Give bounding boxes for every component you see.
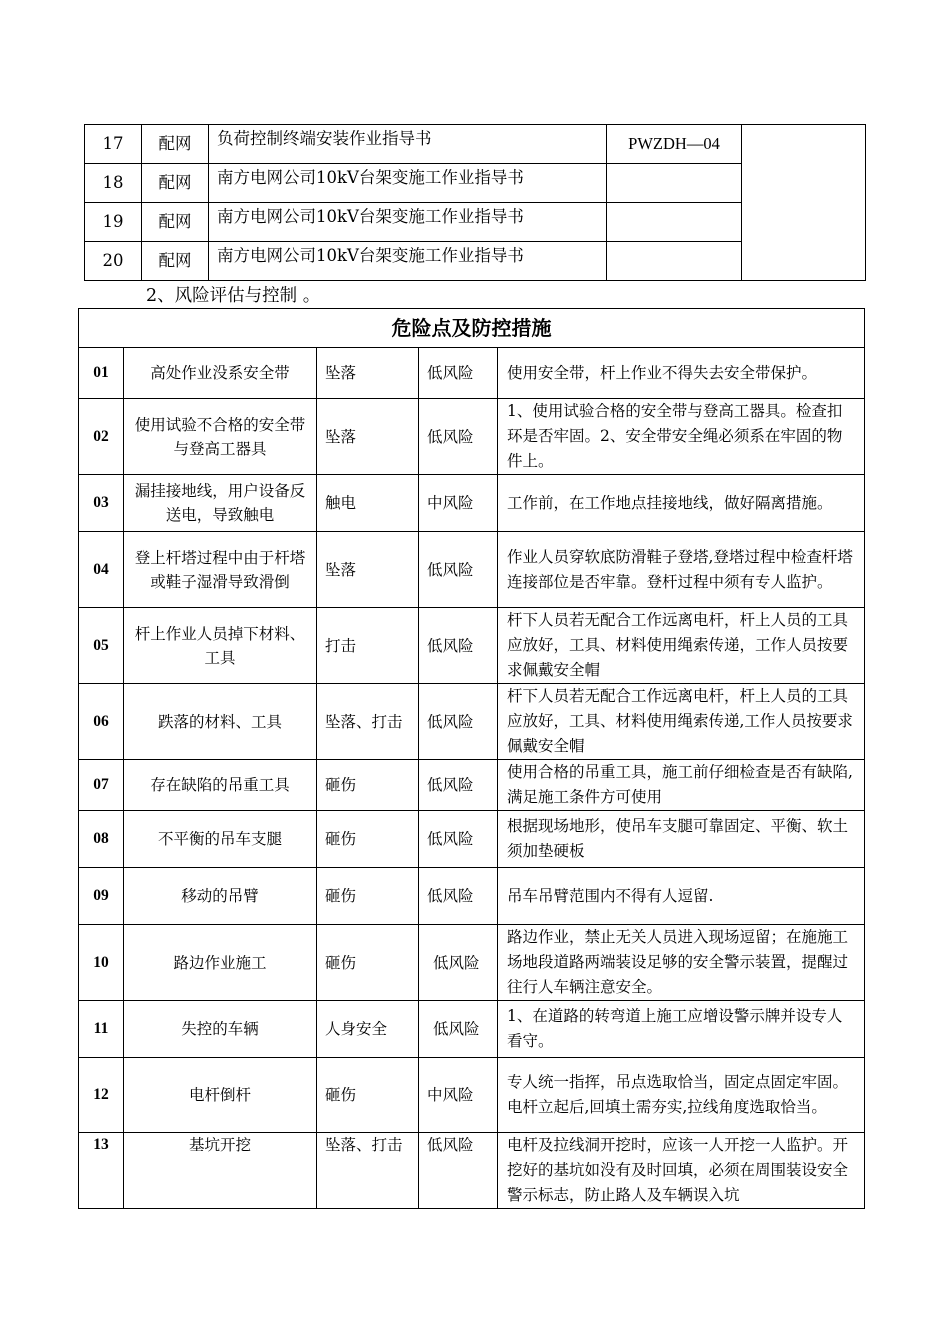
risk-no: 01	[79, 348, 124, 399]
doc-name: 南方电网公司10kV台架变施工作业指导书	[209, 242, 607, 281]
risk-no: 08	[79, 811, 124, 868]
doc-name: 负荷控制终端安装作业指导书	[209, 125, 607, 164]
risk-no: 04	[79, 532, 124, 608]
risk-no: 06	[79, 684, 124, 760]
risk-measure: 杆下人员若无配合工作远离电杆，杆上人员的工具应放好，工具、材料使用绳索传递,工作人员按要求佩戴安全帽	[498, 684, 865, 760]
risk-no: 12	[79, 1058, 124, 1133]
doc-category: 配网	[142, 125, 209, 164]
risk-hazard: 漏挂接地线，用户设备反送电，导致触电	[124, 475, 317, 532]
risk-measure: 杆下人员若无配合工作远离电杆，杆上人员的工具应放好，工具、材料使用绳索传递，工作人员按要求佩戴安全帽	[498, 608, 865, 684]
risk-no: 13	[79, 1133, 124, 1209]
table-row	[79, 811, 865, 868]
doc-name: 南方电网公司10kV台架变施工作业指导书	[209, 203, 607, 242]
risk-hazard: 使用试验不合格的安全带与登高工器具	[124, 399, 317, 475]
risk-level: 低风险	[419, 1133, 498, 1209]
risk-type: 砸伤	[317, 760, 419, 811]
risk-measure: 路边作业，禁止无关人员进入现场逗留；在施施工场地段道路两端装设足够的安全警示装置，提醒过往行人车辆注意安全。	[498, 925, 865, 1001]
table-row	[79, 1001, 865, 1058]
risk-measure: 根据现场地形，使吊车支腿可靠固定、平衡、软土须加垫硬板	[498, 811, 865, 868]
risk-level: 低风险	[419, 760, 498, 811]
risk-type: 砸伤	[317, 811, 419, 868]
risk-type: 砸伤	[317, 868, 419, 925]
risk-type: 坠落、打击	[317, 684, 419, 760]
risk-level: 低风险	[419, 868, 498, 925]
section-heading: 2、风险评估与控制 。	[146, 286, 321, 306]
doc-blank-cell	[742, 125, 866, 281]
doc-code	[607, 242, 742, 281]
risk-measure: 工作前，在工作地点挂接地线，做好隔离措施。	[498, 475, 865, 532]
doc-code	[607, 203, 742, 242]
risk-control-table	[78, 308, 865, 1209]
table-row	[79, 1133, 865, 1209]
risk-level: 低风险	[419, 684, 498, 760]
risk-table-title: 危险点及防控措施	[79, 309, 865, 348]
risk-level: 低风险	[419, 608, 498, 684]
risk-level: 低风险	[419, 399, 498, 475]
risk-measure: 1、在道路的转弯道上施工应增设警示牌并设专人看守。	[498, 1001, 865, 1058]
table-row	[79, 1058, 865, 1133]
risk-hazard: 杆上作业人员掉下材料、工具	[124, 608, 317, 684]
risk-hazard: 失控的车辆	[124, 1001, 317, 1058]
doc-no: 20	[85, 242, 142, 281]
risk-no: 05	[79, 608, 124, 684]
table-title-row	[79, 309, 865, 348]
risk-level: 中风险	[419, 1058, 498, 1133]
risk-no: 11	[79, 1001, 124, 1058]
risk-measure: 使用合格的吊重工具，施工前仔细检查是否有缺陷,满足施工条件方可使用	[498, 760, 865, 811]
risk-level: 低风险	[419, 1001, 498, 1058]
risk-measure: 专人统一指挥，吊点选取恰当，固定点固定牢固。电杆立起后,回填土需夯实,拉线角度选取恰当。	[498, 1058, 865, 1133]
risk-level: 中风险	[419, 475, 498, 532]
risk-hazard: 登上杆塔过程中由于杆塔或鞋子湿滑导致滑倒	[124, 532, 317, 608]
risk-hazard: 移动的吊臂	[124, 868, 317, 925]
risk-no: 10	[79, 925, 124, 1001]
risk-type: 砸伤	[317, 925, 419, 1001]
table-row	[79, 760, 865, 811]
table-row	[79, 925, 865, 1001]
risk-type: 人身安全	[317, 1001, 419, 1058]
table-row	[85, 125, 866, 164]
risk-no: 03	[79, 475, 124, 532]
doc-no: 17	[85, 125, 142, 164]
doc-code	[607, 164, 742, 203]
doc-category: 配网	[142, 203, 209, 242]
risk-measure: 1、使用试验合格的安全带与登高工器具。检查扣环是否牢固。2、安全带安全绳必须系在牢固的物件上。	[498, 399, 865, 475]
risk-hazard: 存在缺陷的吊重工具	[124, 760, 317, 811]
doc-no: 19	[85, 203, 142, 242]
risk-type: 坠落	[317, 399, 419, 475]
risk-no: 09	[79, 868, 124, 925]
risk-type: 坠落、打击	[317, 1133, 419, 1209]
risk-type: 坠落	[317, 532, 419, 608]
risk-hazard: 电杆倒杆	[124, 1058, 317, 1133]
document-list-table	[84, 124, 866, 281]
table-row	[79, 608, 865, 684]
risk-level: 低风险	[419, 532, 498, 608]
risk-level: 低风险	[419, 348, 498, 399]
risk-level: 低风险	[419, 811, 498, 868]
doc-code: PWZDH—04	[607, 125, 742, 164]
doc-no: 18	[85, 164, 142, 203]
risk-level: 低风险	[419, 925, 498, 1001]
risk-no: 02	[79, 399, 124, 475]
risk-measure: 电杆及拉线洞开挖时，应该一人开挖一人监护。开挖好的基坑如没有及时回填，必须在周围装设安全警示标志，防止路人及车辆误入坑	[498, 1133, 865, 1209]
risk-measure: 吊车吊臂范围内不得有人逗留.	[498, 868, 865, 925]
risk-measure: 使用安全带，杆上作业不得失去安全带保护。	[498, 348, 865, 399]
risk-type: 砸伤	[317, 1058, 419, 1133]
doc-category: 配网	[142, 242, 209, 281]
table-row	[79, 348, 865, 399]
table-row	[79, 868, 865, 925]
risk-hazard: 跌落的材料、工具	[124, 684, 317, 760]
risk-hazard: 基坑开挖	[124, 1133, 317, 1209]
table-row	[79, 475, 865, 532]
table-row	[79, 399, 865, 475]
table-row	[79, 532, 865, 608]
risk-hazard: 路边作业施工	[124, 925, 317, 1001]
doc-name: 南方电网公司10kV台架变施工作业指导书	[209, 164, 607, 203]
risk-hazard: 高处作业没系安全带	[124, 348, 317, 399]
risk-measure: 作业人员穿软底防滑鞋子登塔,登塔过程中检查杆塔连接部位是否牢靠。登杆过程中须有专人监护。	[498, 532, 865, 608]
risk-type: 坠落	[317, 348, 419, 399]
table-row	[79, 684, 865, 760]
risk-type: 触电	[317, 475, 419, 532]
doc-category: 配网	[142, 164, 209, 203]
risk-hazard: 不平衡的吊车支腿	[124, 811, 317, 868]
risk-no: 07	[79, 760, 124, 811]
risk-type: 打击	[317, 608, 419, 684]
